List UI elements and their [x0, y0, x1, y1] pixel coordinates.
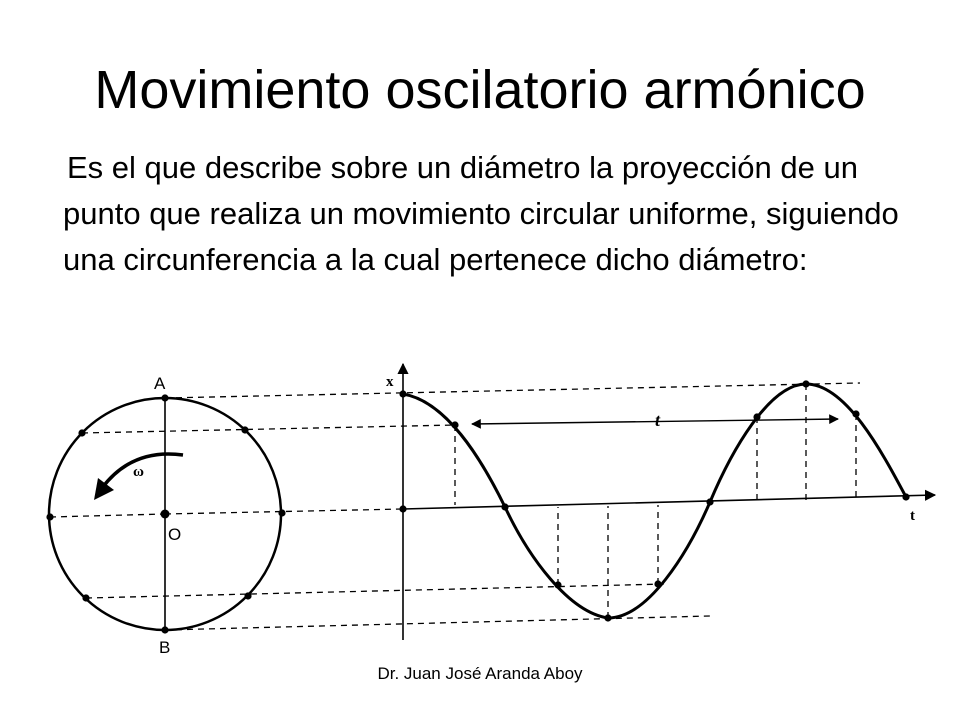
- slide-footer: Dr. Juan José Aranda Aboy: [377, 664, 583, 683]
- omega-label: ω: [133, 464, 144, 480]
- center-o-label: O: [168, 525, 182, 544]
- point-b-label: B: [159, 638, 171, 657]
- point-a-label: A: [154, 374, 166, 393]
- rotation-arrow-head: [94, 478, 114, 500]
- oscillation-diagram: [0, 350, 960, 665]
- t-axis-label: t: [910, 508, 915, 524]
- x-axis-label: x: [386, 374, 394, 390]
- slide-title: Movimiento oscilatorio armónico: [94, 60, 866, 120]
- circle-points: [46, 394, 285, 633]
- t-axis: [403, 495, 935, 509]
- period-label: t: [655, 410, 661, 430]
- slide-body-text: Es el que describe sobre un diámetro la proyección de un punto que realiza un movimiento circular uniforme, siguiendo una circunferencia a la cual pertenece dicho diámetro:: [63, 150, 899, 277]
